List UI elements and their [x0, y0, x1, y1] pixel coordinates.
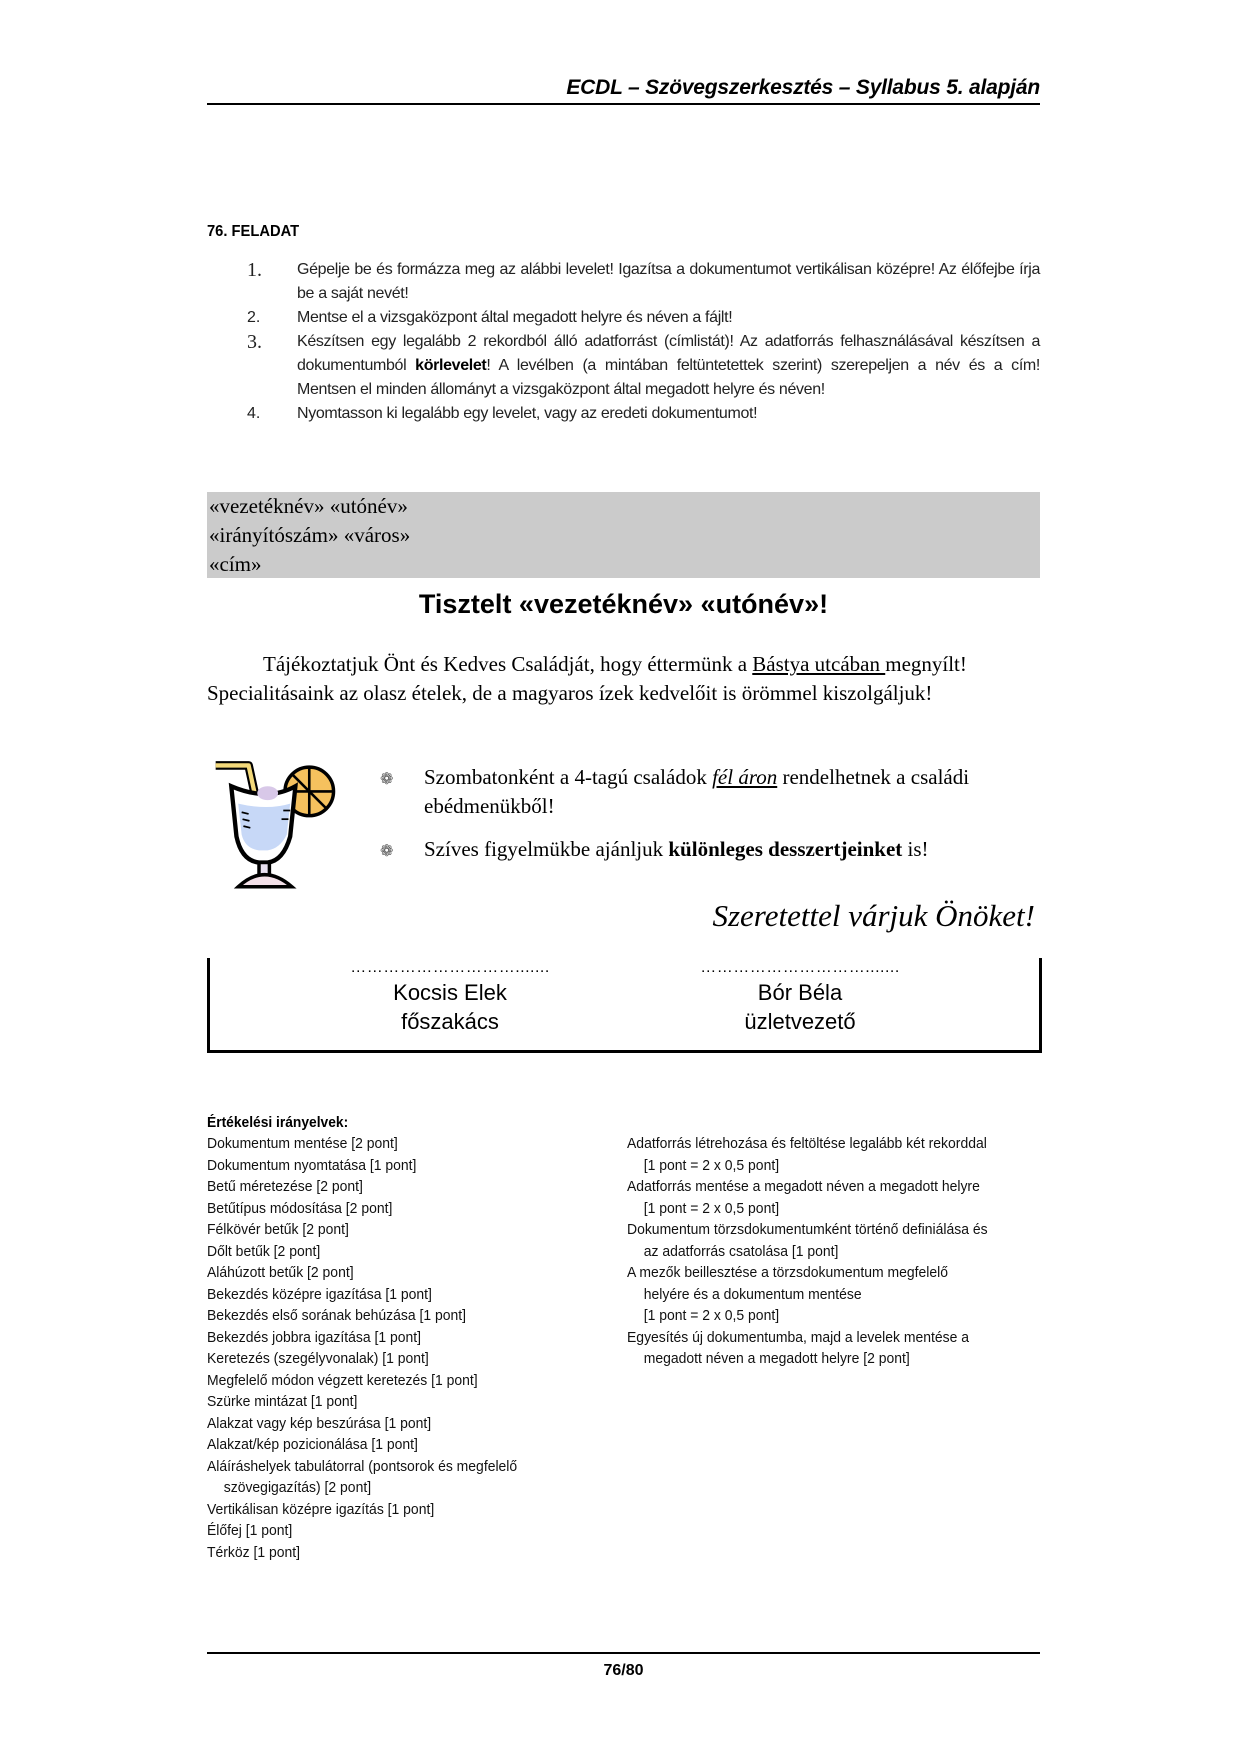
offer-text-part: is!	[902, 837, 929, 861]
page-header-title: ECDL – Szövegszerkesztés – Syllabus 5. alapján	[566, 76, 1040, 99]
signature-line: ………………………….......	[700, 959, 900, 976]
evaluation-list-left	[207, 1133, 607, 1563]
evaluation-item-continuation: [1 pont = 2 x 0,5 pont]	[643, 1156, 780, 1174]
evaluation-item: Betűtípus módosítása [2 pont]	[207, 1199, 393, 1217]
offer-text	[424, 835, 1040, 866]
evaluation-item: Dokumentum mentése [2 pont]	[207, 1135, 398, 1152]
task-item	[207, 402, 1040, 426]
evaluation-item: Élőfej [1 pont]	[207, 1522, 293, 1539]
letter-greeting: Tisztelt «vezetéknév» «utónév»!	[418, 589, 829, 619]
evaluation-item: Térköz [1 pont]	[207, 1543, 301, 1561]
evaluation-item: Bekezdés első sorának behúzása [1 pont]	[207, 1307, 467, 1324]
header-rule	[207, 103, 1040, 105]
flower-bullet-icon: ❁	[380, 771, 394, 788]
signature-box	[207, 958, 1042, 1053]
signer-name: Kocsis Elek	[393, 980, 507, 1005]
task-item	[207, 258, 1040, 306]
address-block	[207, 492, 1040, 578]
evaluation-item: Bekezdés jobbra igazítása [1 pont]	[207, 1328, 422, 1346]
offer-item	[380, 763, 1040, 821]
evaluation-item-continuation: [1 pont = 2 x 0,5 pont]	[643, 1307, 780, 1324]
evaluation-item: Keretezés (szegélyvonalak) [1 pont]	[207, 1350, 429, 1367]
evaluation-item: Adatforrás létrehozása és feltöltése legalább két rekorddal	[627, 1135, 987, 1152]
evaluation-item-continuation: helyére és a dokumentum mentése	[643, 1285, 862, 1303]
evaluation-item: Aláíráshelyek tabulátorral (pontsorok és megfelelő	[207, 1457, 518, 1475]
task-text: Nyomtasson ki legalább egy levelet, vagy az eredeti dokumentumot!	[297, 405, 758, 422]
evaluation-item: Bekezdés középre igazítása [1 pont]	[207, 1285, 432, 1303]
task-list	[207, 258, 1040, 426]
task-bold-term: körlevelet	[415, 357, 487, 374]
task-text: Mentse el a vizsgaközpont által megadott helyre és néven a fájlt!	[297, 309, 733, 326]
offer-bold: különleges desszertjeinket	[668, 837, 903, 861]
task-item	[207, 330, 1040, 402]
evaluation-item: Félkövér betűk [2 pont]	[207, 1221, 349, 1238]
task-item	[207, 306, 1040, 330]
signature-line: ………………………….......	[350, 959, 550, 976]
offer-item	[380, 835, 1040, 866]
intro-underlined-street: Bástya utcában	[752, 652, 886, 676]
signature-manager	[660, 958, 940, 1036]
task-number: 2.	[247, 309, 261, 326]
letter-closing: Szeretettel várjuk Önöket!	[712, 898, 1035, 933]
address-line-street: «cím»	[209, 552, 262, 576]
flower-bullet-icon: ❁	[380, 843, 394, 860]
offer-list	[380, 763, 1040, 880]
cocktail-icon	[207, 756, 337, 891]
evaluation-title: Értékelési irányelvek:	[207, 1114, 349, 1131]
letter-intro	[207, 650, 1040, 708]
offer-text-part: Szombatonként a 4-tagú családok	[424, 765, 713, 789]
signer-role: üzletvezető	[744, 1009, 856, 1034]
evaluation-item-continuation: szövegigazítás) [2 pont]	[223, 1479, 372, 1496]
evaluation-item: Betű méretezése [2 pont]	[207, 1178, 363, 1195]
signer-name: Bór Béla	[757, 980, 843, 1005]
intro-text: Tájékoztatjuk Önt és Kedves Családját, hogy éttermünk a	[263, 652, 753, 676]
offer-text-part: Szíves figyelmükbe ajánljuk	[424, 837, 669, 861]
evaluation-item-continuation: [1 pont = 2 x 0,5 pont]	[643, 1199, 780, 1217]
evaluation-item: Alakzat vagy kép beszúrása [1 pont]	[207, 1414, 432, 1432]
evaluation-item: Dokumentum nyomtatása [1 pont]	[207, 1156, 417, 1174]
evaluation-item: Dokumentum törzsdokumentumként történő definiálása és	[627, 1221, 988, 1238]
evaluation-item: Egyesítés új dokumentumba, majd a levelek mentése a	[627, 1328, 969, 1346]
evaluation-item: Megfelelő módon végzett keretezés [1 pont]	[207, 1371, 478, 1389]
evaluation-list-right	[627, 1133, 1047, 1370]
address-line-city: «irányítószám» «város»	[209, 523, 411, 547]
offer-emphasis: fél áron	[712, 765, 778, 789]
footer-rule	[207, 1652, 1040, 1654]
task-text	[297, 330, 1040, 402]
signer-role: főszakács	[401, 1009, 499, 1034]
evaluation-item: Vertikálisan középre igazítás [1 pont]	[207, 1500, 435, 1518]
task-text-part: Készítsen egy legalább 2 rekordból álló adatforrást (címlistát)! Az adatforrás felhasználásával készítsen a dokumentumból	[297, 333, 1040, 374]
address-line-name: «vezetéknév» «utónév»	[209, 494, 408, 518]
evaluation-item: Dőlt betűk [2 pont]	[207, 1242, 321, 1260]
task-title: 76. FELADAT	[207, 223, 300, 240]
cocktail-glass-image	[207, 756, 337, 891]
evaluation-item: Adatforrás mentése a megadott néven a megadott helyre	[627, 1178, 980, 1195]
task-number: 3.	[247, 331, 262, 353]
intro-text: megnyílt! Specialitásaink az olasz ételek, de a magyaros ízek kedvelőit is örömmel kiszolgáljuk!	[207, 652, 967, 705]
task-text-part: ! A levélben (a mintában feltüntetettek szerint) szerepeljen a név és a cím! Mentsen el minden állományt a vizsgaközpont által megadott helyre és néven!	[297, 357, 1041, 398]
evaluation-item: Aláhúzott betűk [2 pont]	[207, 1264, 354, 1281]
evaluation-item: Szürke mintázat [1 pont]	[207, 1393, 358, 1410]
evaluation-item-continuation: megadott néven a megadott helyre [2 pont]	[643, 1350, 910, 1367]
page-number: 76/80	[603, 1662, 644, 1679]
offer-text-part: rendelhetnek a családi ebédmenükből!	[424, 765, 970, 818]
signature-chef	[310, 958, 590, 1036]
evaluation-item: Alakzat/kép pozicionálása [1 pont]	[207, 1436, 418, 1453]
evaluation-item: A mezők beillesztése a törzsdokumentum megfelelő	[627, 1264, 949, 1281]
offer-text	[424, 763, 1040, 821]
task-number: 4.	[247, 405, 261, 422]
task-text: Gépelje be és formázza meg az alábbi levelet! Igazítsa a dokumentumot vertikálisan középre! Az élőfejbe írja be a saját nevét!	[297, 261, 1040, 302]
task-number: 1.	[247, 259, 262, 281]
evaluation-item-continuation: az adatforrás csatolása [1 pont]	[643, 1242, 839, 1260]
